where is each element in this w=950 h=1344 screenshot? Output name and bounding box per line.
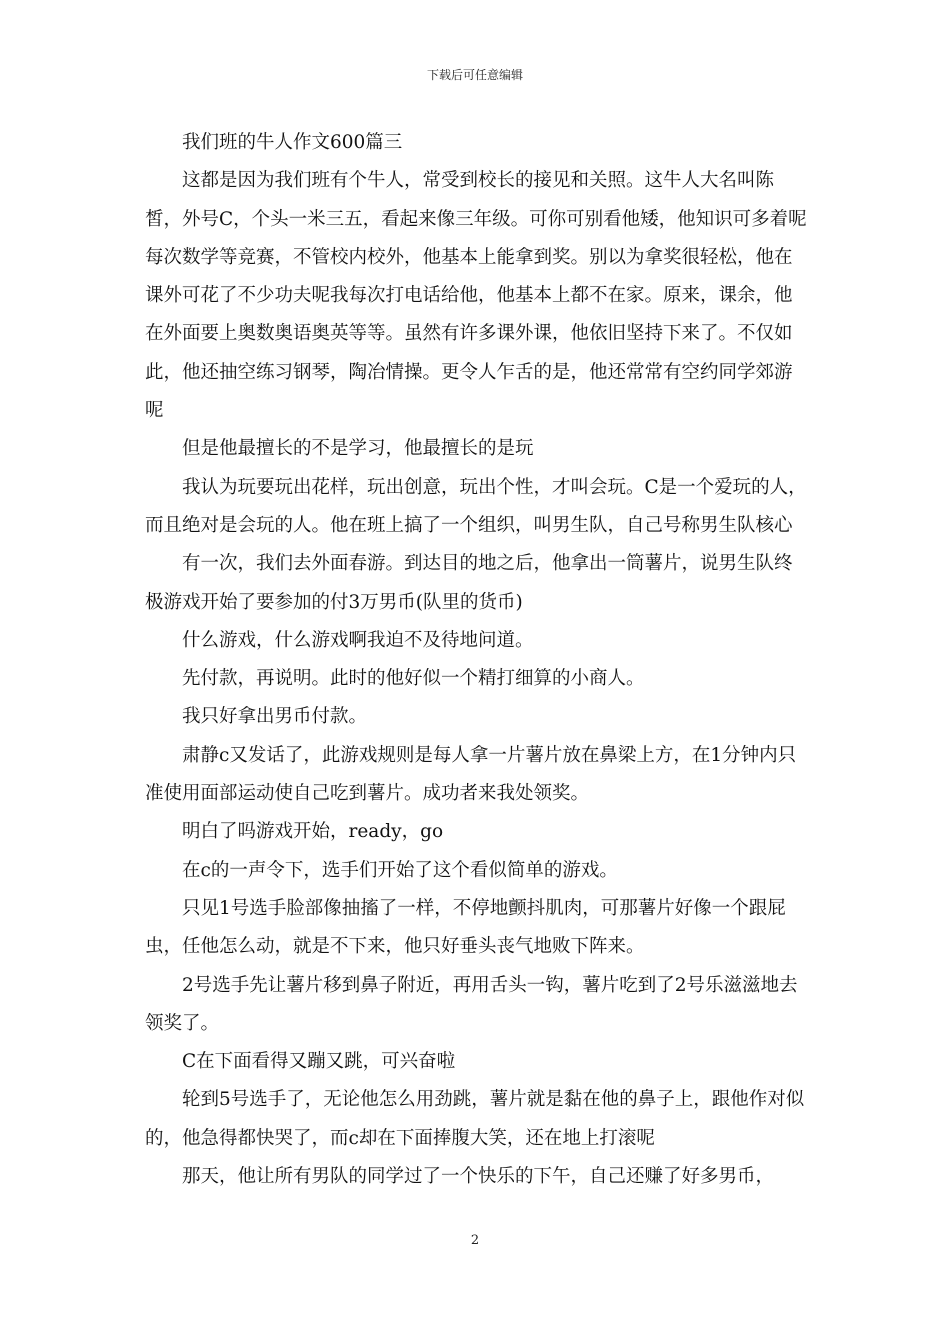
essay-title: 我们班的牛人作文600篇三 [182, 132, 403, 153]
paragraph: 轮到5号选手了，无论他怎么用劲跳，薯片就是黏在他的鼻子上，跟他作对似的，他急得都快哭了，而c却在下面捧腹大笑，还在地上打滚呢 [145, 1089, 805, 1149]
paragraph: 2号选手先让薯片移到鼻子附近，再用舌头一钩，薯片吃到了2号乐滋滋地去领奖了。 [145, 974, 798, 1034]
paragraph: C在下面看得又蹦又跳，可兴奋啦 [182, 1051, 456, 1073]
paragraph: 只见1号选手脸部像抽搐了一样，不停地颤抖肌肉，可那薯片好像一个跟屁虫，任他怎么动，就是不下来，他只好垂头丧气地败下阵来。 [145, 897, 786, 958]
paragraph: 我认为玩要玩出花样，玩出创意，玩出个性，才叫会玩。C是一个爱玩的人，而且绝对是会玩的人。他在班上搞了一个组织，叫男生队，自己号称男生队核心 [145, 476, 807, 536]
paragraph: 明白了吗游戏开始，ready，go [182, 821, 444, 843]
paragraph: 在c的一声令下，选手们开始了这个看似简单的游戏。 [182, 859, 618, 881]
paragraph: 先付款，再说明。此时的他好似一个精打细算的小商人。 [182, 668, 645, 690]
paragraph: 什么游戏，什么游戏啊我迫不及待地问道。 [182, 629, 534, 651]
essay-body [145, 124, 810, 1196]
page-number: 2 [470, 1233, 480, 1248]
paragraph: 有一次，我们去外面春游。到达目的地之后，他拿出一筒薯片，说男生队终极游戏开始了要参加的付3万男币(队里的货币) [145, 553, 793, 613]
paragraph: 肃静c又发话了，此游戏规则是每人拿一片薯片放在鼻梁上方，在1分钟内只准使用面部运动使自己吃到薯片。成功者来我处领奖。 [145, 744, 797, 805]
paragraph: 我只好拿出男币付款。 [182, 706, 368, 728]
page-header: 下载后可任意编辑 [426, 68, 523, 82]
paragraph: 但是他最擅长的不是学习，他最擅长的是玩 [182, 438, 534, 460]
paragraph: 这都是因为我们班有个牛人，常受到校长的接见和关照。这牛人大名叫陈皙，外号C，个头一米三五，看起来像三年级。可你可别看他矮，他知识可多着呢每次数学等竞赛，不管校内校外，他基本上能拿到奖。别以为拿奖很轻松，他在课外可花了不少功夫呢我每次打电话给他，他基本上都不在家。原来，课余，他在外面要上奥数奥语奥英等等。虽然有许多课外课，他依旧坚持下来了。不仅如此，他还抽空练习钢琴，陶冶情操。更令人乍舌的是，他还常常有空约同学郊游呢 [145, 170, 807, 422]
paragraph: 那天，他让所有男队的同学过了一个快乐的下午，自己还赚了好多男币， [182, 1166, 775, 1188]
